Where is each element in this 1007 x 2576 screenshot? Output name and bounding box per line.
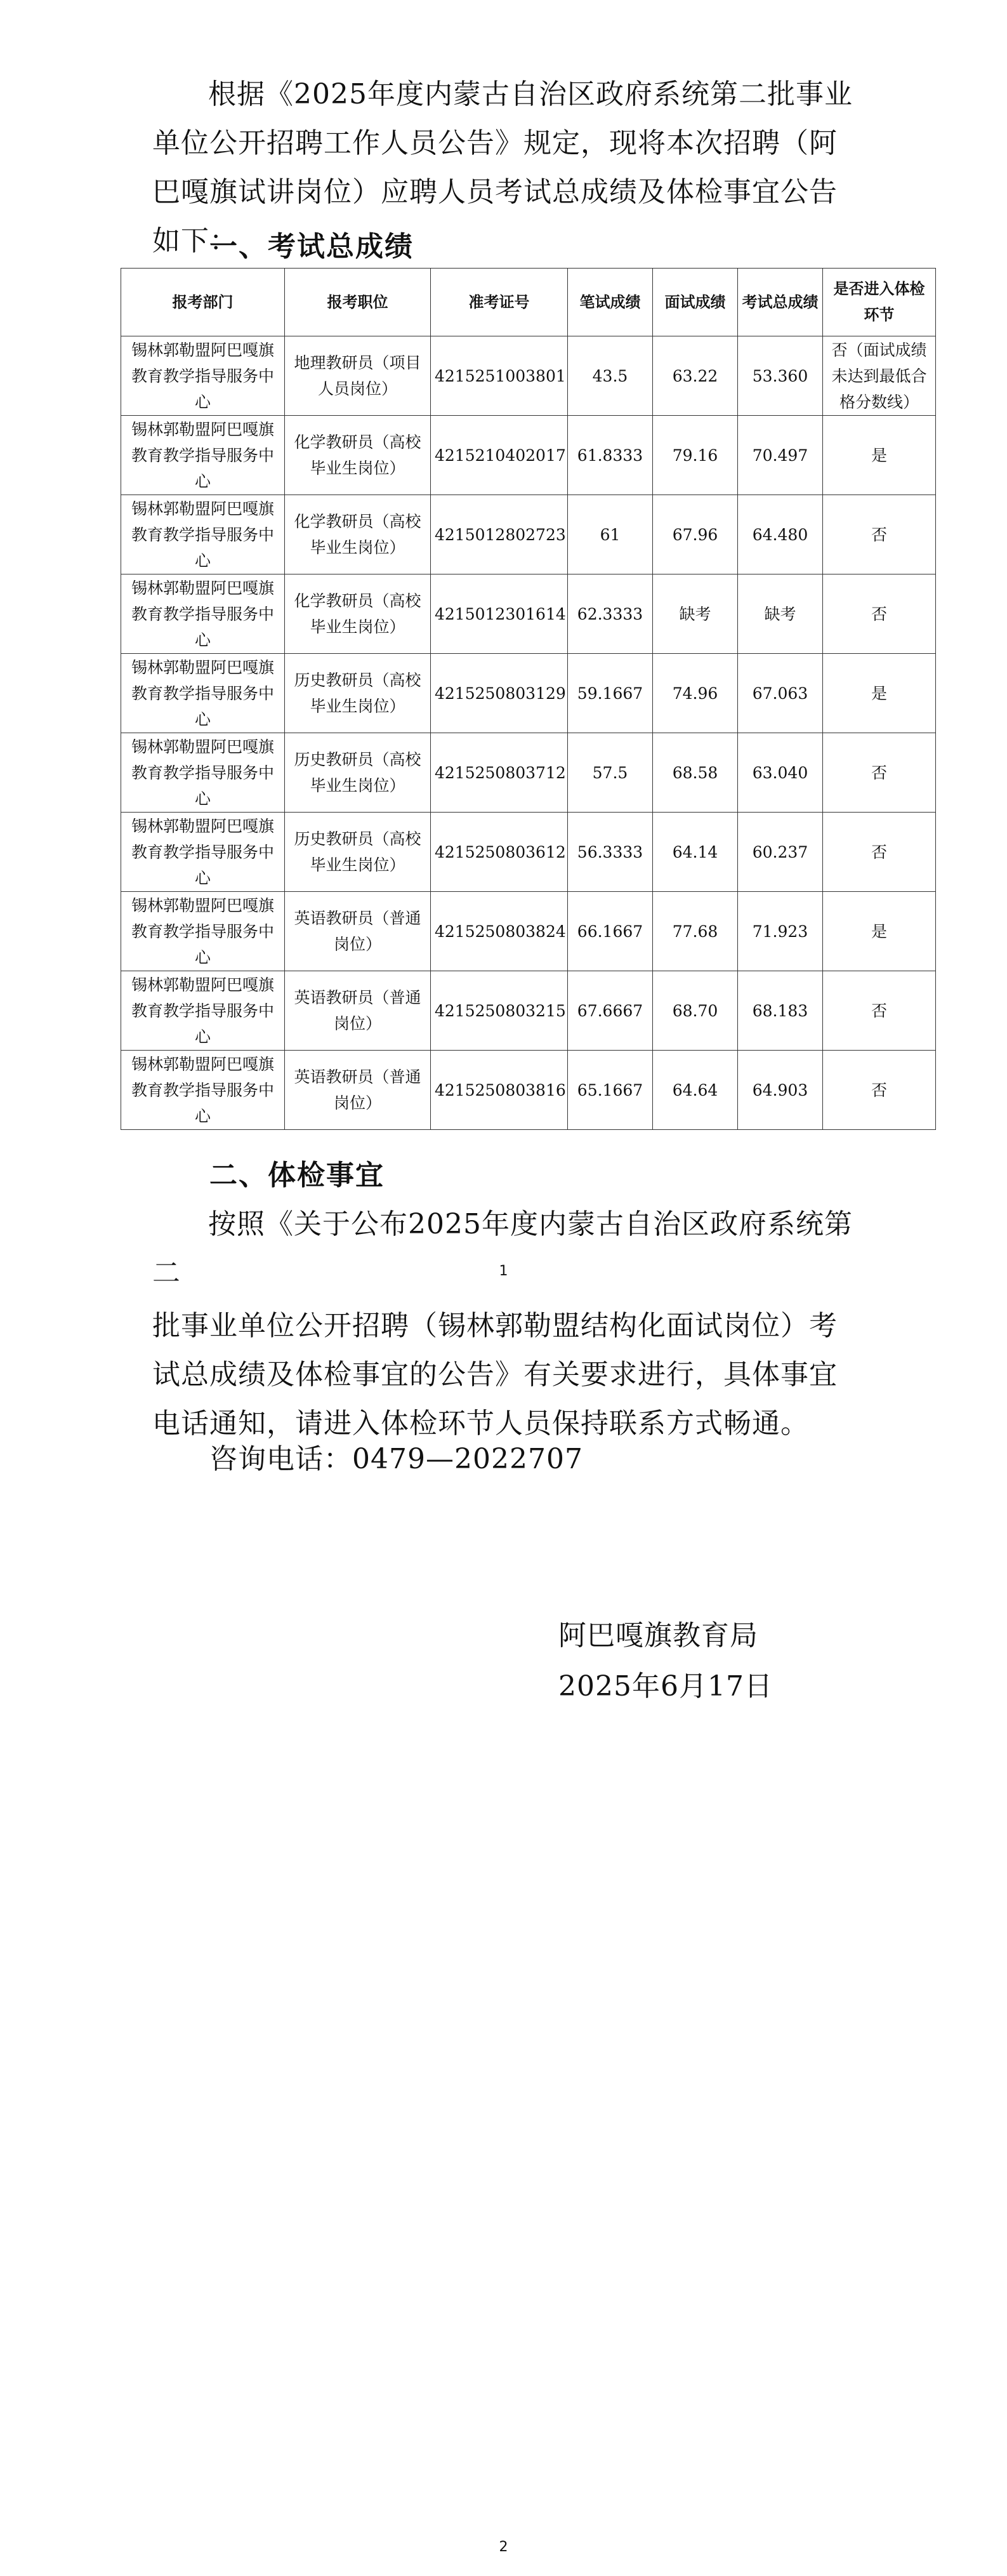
cell-interview-score: 缺考 — [653, 574, 738, 654]
page-number: 1 — [499, 1263, 508, 1279]
header-interview-score: 面试成绩 — [653, 269, 738, 336]
cell-department: 锡林郭勒盟阿巴嘎旗教育教学指导服务中心 — [121, 574, 285, 654]
cell-total-score: 70.497 — [738, 416, 823, 495]
table-row — [121, 813, 936, 892]
intro-paragraph: 根据《2025年度内蒙古自治区政府系统第二批事业单位公开招聘工作人员公告》规定，现将本次招聘（阿巴嘎旗试讲岗位）应聘人员考试总成绩及体检事宜公告如下： — [152, 78, 853, 257]
cell-interview-score: 68.58 — [653, 733, 738, 813]
cell-department: 锡林郭勒盟阿巴嘎旗教育教学指导服务中心 — [121, 892, 285, 971]
cell-total-score: 71.923 — [738, 892, 823, 971]
cell-total-score: 67.063 — [738, 654, 823, 733]
cell-interview-score: 68.70 — [653, 971, 738, 1051]
cell-interview-score: 77.68 — [653, 892, 738, 971]
cell-position: 历史教研员（高校毕业生岗位） — [285, 813, 431, 892]
table-row — [121, 733, 936, 813]
cell-medical-exam: 否 — [823, 574, 936, 654]
section-medical-exam-title: 二、体检事宜 — [209, 1159, 385, 1192]
cell-written-score: 62.3333 — [568, 574, 653, 654]
cell-medical-exam: 否 — [823, 733, 936, 813]
cell-exam-number: 4215251003801 — [431, 336, 568, 416]
cell-department: 锡林郭勒盟阿巴嘎旗教育教学指导服务中心 — [121, 654, 285, 733]
cell-interview-score: 64.14 — [653, 813, 738, 892]
cell-exam-number: 4215250803215 — [431, 971, 568, 1051]
cell-department: 锡林郭勒盟阿巴嘎旗教育教学指导服务中心 — [121, 495, 285, 574]
table-row — [121, 1051, 936, 1130]
section-exam-scores-title: 一、考试总成绩 — [209, 230, 414, 263]
cell-exam-number: 4215250803816 — [431, 1051, 568, 1130]
page-2 — [0, 1282, 1007, 2576]
cell-department: 锡林郭勒盟阿巴嘎旗教育教学指导服务中心 — [121, 416, 285, 495]
header-total-score: 考试总成绩 — [738, 269, 823, 336]
cell-medical-exam: 否 — [823, 495, 936, 574]
header-written-score: 笔试成绩 — [568, 269, 653, 336]
cell-position: 化学教研员（高校毕业生岗位） — [285, 574, 431, 654]
medical-exam-paragraph-continuation: 批事业单位公开招聘（锡林郭勒盟结构化面试岗位）考试总成绩及体检事宜的公告》有关要求进行，具体事宜电话通知，请进入体检环节人员保持联系方式畅通。 — [152, 1310, 838, 1440]
table-row — [121, 892, 936, 971]
cell-exam-number: 4215012301614 — [431, 574, 568, 654]
page-number: 2 — [499, 2539, 508, 2555]
cell-total-score: 63.040 — [738, 733, 823, 813]
cell-total-score: 缺考 — [738, 574, 823, 654]
cell-exam-number: 4215250803824 — [431, 892, 568, 971]
cell-department: 锡林郭勒盟阿巴嘎旗教育教学指导服务中心 — [121, 813, 285, 892]
cell-written-score: 43.5 — [568, 336, 653, 416]
table-row — [121, 574, 936, 654]
cell-medical-exam: 是 — [823, 892, 936, 971]
cell-written-score: 66.1667 — [568, 892, 653, 971]
contact-phone: 咨询电话：0479—2022707 — [209, 1443, 583, 1475]
cell-interview-score: 74.96 — [653, 654, 738, 733]
cell-position: 化学教研员（高校毕业生岗位） — [285, 416, 431, 495]
cell-department: 锡林郭勒盟阿巴嘎旗教育教学指导服务中心 — [121, 971, 285, 1051]
cell-position: 英语教研员（普通岗位） — [285, 892, 431, 971]
cell-medical-exam: 是 — [823, 654, 936, 733]
cell-position: 历史教研员（高校毕业生岗位） — [285, 733, 431, 813]
cell-medical-exam: 是 — [823, 416, 936, 495]
table-header-row — [121, 269, 936, 336]
cell-department: 锡林郭勒盟阿巴嘎旗教育教学指导服务中心 — [121, 1051, 285, 1130]
cell-medical-exam: 否 — [823, 1051, 936, 1130]
cell-written-score: 61 — [568, 495, 653, 574]
cell-department: 锡林郭勒盟阿巴嘎旗教育教学指导服务中心 — [121, 336, 285, 416]
cell-position: 化学教研员（高校毕业生岗位） — [285, 495, 431, 574]
cell-total-score: 64.903 — [738, 1051, 823, 1130]
table-body — [121, 336, 936, 1130]
cell-total-score: 60.237 — [738, 813, 823, 892]
cell-position: 英语教研员（普通岗位） — [285, 971, 431, 1051]
cell-interview-score: 79.16 — [653, 416, 738, 495]
cell-written-score: 67.6667 — [568, 971, 653, 1051]
cell-written-score: 65.1667 — [568, 1051, 653, 1130]
cell-written-score: 56.3333 — [568, 813, 653, 892]
cell-exam-number: 4215250803129 — [431, 654, 568, 733]
header-department: 报考部门 — [121, 269, 285, 336]
cell-position: 英语教研员（普通岗位） — [285, 1051, 431, 1130]
cell-medical-exam: 否 — [823, 813, 936, 892]
cell-interview-score: 64.64 — [653, 1051, 738, 1130]
signature-organization: 阿巴嘎旗教育局 — [558, 1619, 758, 1652]
table-row — [121, 971, 936, 1051]
table-row — [121, 416, 936, 495]
table-row — [121, 336, 936, 416]
medical-exam-paragraph-start: 按照《关于公布2025年度内蒙古自治区政府系统第二 — [152, 1208, 853, 1289]
cell-interview-score: 67.96 — [653, 495, 738, 574]
cell-exam-number: 4215250803712 — [431, 733, 568, 813]
header-position: 报考职位 — [285, 269, 431, 336]
cell-exam-number: 4215210402017 — [431, 416, 568, 495]
cell-position: 历史教研员（高校毕业生岗位） — [285, 654, 431, 733]
cell-department: 锡林郭勒盟阿巴嘎旗教育教学指导服务中心 — [121, 733, 285, 813]
cell-position: 地理教研员（项目人员岗位） — [285, 336, 431, 416]
cell-medical-exam: 否（面试成绩未达到最低合格分数线） — [823, 336, 936, 416]
cell-total-score: 53.360 — [738, 336, 823, 416]
table-row — [121, 495, 936, 574]
cell-total-score: 64.480 — [738, 495, 823, 574]
table-row — [121, 654, 936, 733]
cell-interview-score: 63.22 — [653, 336, 738, 416]
cell-written-score: 59.1667 — [568, 654, 653, 733]
cell-total-score: 68.183 — [738, 971, 823, 1051]
signature-date: 2025年6月17日 — [558, 1670, 773, 1703]
cell-written-score: 57.5 — [568, 733, 653, 813]
cell-written-score: 61.8333 — [568, 416, 653, 495]
exam-scores-table — [121, 268, 936, 1130]
cell-exam-number: 4215012802723 — [431, 495, 568, 574]
cell-medical-exam: 否 — [823, 971, 936, 1051]
cell-exam-number: 4215250803612 — [431, 813, 568, 892]
header-medical-exam: 是否进入体检环节 — [823, 269, 936, 336]
header-exam-number: 准考证号 — [431, 269, 568, 336]
